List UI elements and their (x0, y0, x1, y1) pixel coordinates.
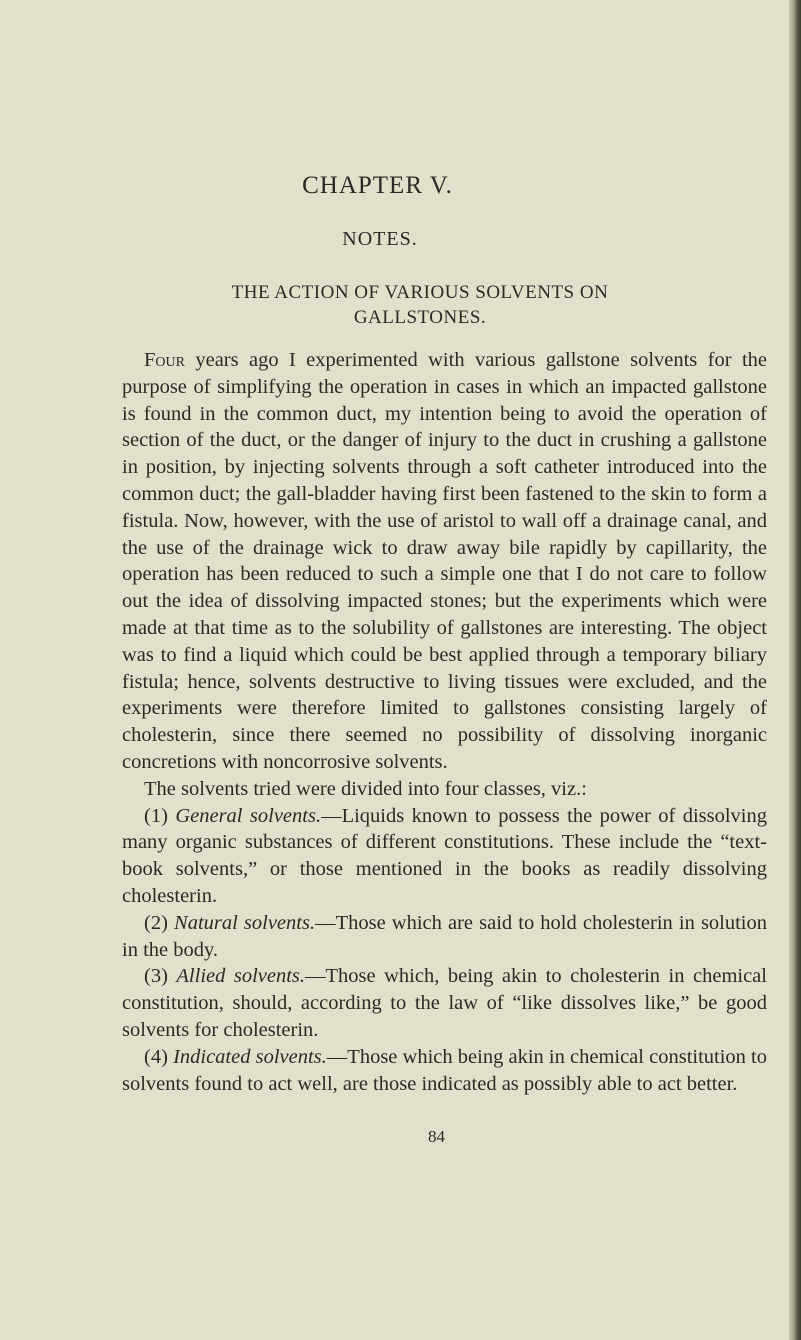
class-number: (1) (144, 804, 168, 827)
class-number: (4) (144, 1045, 168, 1068)
paragraph-intro-text: years ago I experimented with various gallstone solvents for the purpose of simplifying the operation in cases in which an impacted gallstone is found in the common duct, my intention being to avoid the operation of section of the duct, or the danger of injury to the duct in crushing a gallstone in position, by injecting solvents through a soft catheter introduced into the common duct; the gall-bladder having first been fastened to the skin to form a fistula. Now, however, with the use of aristol to wall off a drainage canal, and the use of the drainage wick to draw away bile rapidly by capillarity, the operation has been reduced to such a simple one that I do not care to follow out the idea of dissolving impacted stones; but the experiments which were made at that time as to the solubility of gallstones are interesting. The object was to find a liquid which could be best applied through a temporary biliary fistula; hence, solvents destructive to living tissues were excluded, and the experiments were therefore limited to gallstones consisting largely of cholesterin, since there seemed no possibility of dissolving inorganic concretions with noncorrosive solvents. (122, 349, 767, 773)
chapter-heading: CHAPTER V. (302, 172, 453, 199)
class-description: —Those which being akin in chemical constitution to solvents found to act well, are those indicated as possibly able to act better. (122, 1045, 768, 1095)
class-item-natural (122, 910, 767, 964)
class-name: General solvents. (175, 804, 322, 827)
section-title (180, 280, 660, 330)
class-name: Allied solvents. (176, 965, 306, 988)
notes-heading: NOTES. (342, 228, 418, 250)
class-description: —Those which are said to hold cholesterin in solution in the body. (122, 911, 768, 961)
paragraph-intro (122, 347, 767, 776)
class-item-allied (122, 963, 767, 1043)
page-edge-shadow (789, 0, 801, 1340)
class-number: (3) (144, 965, 168, 988)
class-description: —Liquids known to possess the power of dissolving many organic substances of different constitutions. These include the “text-book solvents,” or those mentioned in the books as readily dissolving cholesterin. (122, 804, 768, 907)
class-number: (2) (144, 911, 168, 934)
section-title-line-2: GALLSTONES. (353, 307, 487, 328)
page-number: 84 (428, 1127, 445, 1146)
body-text (122, 347, 767, 1097)
class-item-indicated (122, 1044, 767, 1098)
class-name: Natural solvents. (174, 911, 316, 934)
drop-word: Four (144, 349, 185, 371)
section-title-line-1: THE ACTION OF VARIOUS SOLVENTS ON (231, 282, 609, 303)
class-item-general (122, 803, 767, 910)
paragraph-classes-intro: The solvents tried were divided into four classes, viz.: (144, 777, 587, 800)
class-description: —Those which, being akin to cholesterin in chemical constitution, should, according to the law of “like dissolves like,” be good solvents for cholesterin. (122, 965, 767, 1041)
class-name: Indicated solvents. (173, 1045, 327, 1068)
